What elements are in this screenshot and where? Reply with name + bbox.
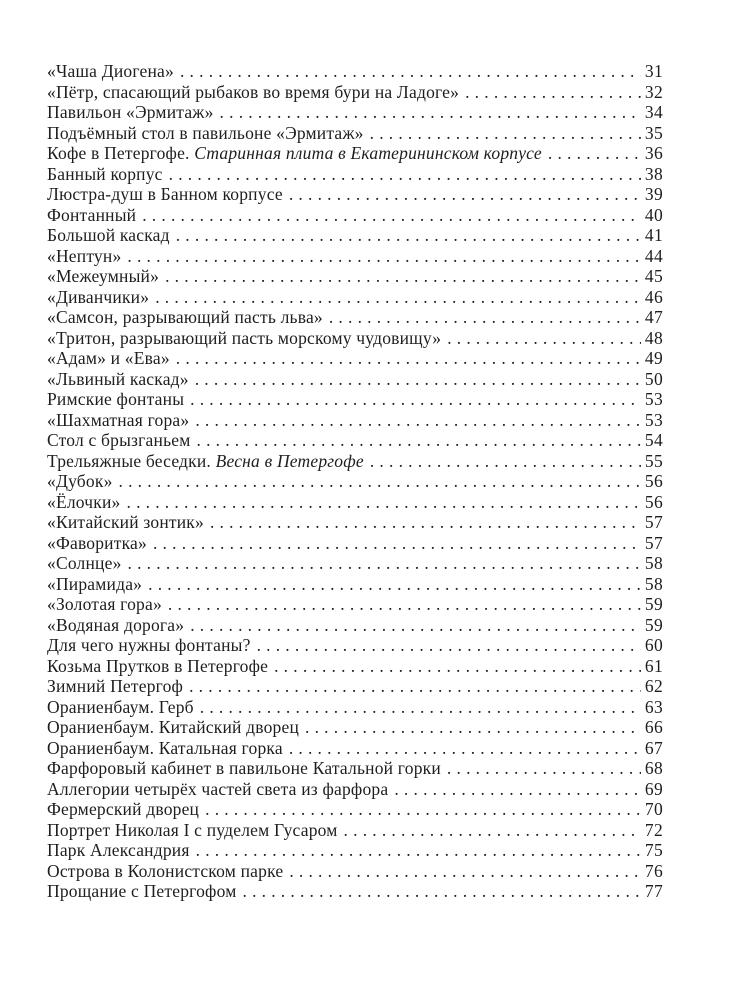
dot-leader [113, 471, 641, 492]
toc-row [47, 205, 663, 226]
toc-entry-title: «Чаша Диогена» [47, 61, 174, 81]
dot-leader [174, 61, 641, 82]
dot-leader [441, 758, 641, 779]
toc-row [47, 799, 663, 820]
toc-entry-title: Трельяжные беседки. Весна в Петергофе [47, 450, 364, 471]
dot-leader [388, 779, 641, 800]
toc-page-number: 54 [644, 430, 663, 450]
toc-entry-title: Большой каскад [47, 225, 170, 245]
toc-page-number: 57 [644, 512, 663, 532]
dot-leader [149, 287, 641, 308]
toc-page-number: 53 [644, 389, 663, 409]
toc-entry-title: Люстра-душ в Банном корпусе [47, 184, 283, 204]
dot-leader [183, 676, 641, 697]
toc-entry-title: «Самсон, разрывающий пасть льва» [47, 307, 323, 327]
dot-leader [459, 82, 641, 103]
toc-row [47, 533, 663, 554]
toc-row [47, 246, 663, 267]
dot-leader [199, 799, 641, 820]
dot-leader [121, 246, 641, 267]
toc-entry-title: «Ёлочки» [47, 491, 121, 512]
dot-leader [184, 615, 641, 636]
toc-page-number: 53 [644, 409, 663, 430]
toc-entry-title: Банный корпус [47, 163, 163, 184]
toc-entry-title: Козьма Прутков в Петергофе [47, 655, 269, 676]
toc-row [47, 348, 663, 369]
toc-row [47, 123, 663, 144]
dot-leader [283, 861, 641, 882]
toc-entry-title: Фонтанный [47, 204, 137, 225]
toc-row [47, 717, 663, 738]
toc-page-number: 44 [644, 245, 663, 266]
toc-entry-title: «Шахматная гора» [47, 409, 190, 430]
toc-entry-title: Фарфоровый кабинет в павильоне Катальной горки [47, 758, 441, 778]
toc-page-number: 59 [644, 594, 663, 614]
dot-leader [147, 533, 641, 554]
dot-leader [136, 205, 641, 226]
toc-page-number: 66 [644, 717, 663, 737]
toc-entry-title: «Нептун» [47, 245, 122, 266]
dot-leader [283, 184, 641, 205]
toc-page-number: 68 [644, 758, 663, 778]
toc-row [47, 512, 663, 533]
toc-entry-title: Ораниенбаум. Китайский дворец [47, 717, 300, 737]
toc-row [47, 676, 663, 697]
toc-page-number: 58 [644, 573, 663, 594]
dot-leader [189, 410, 641, 431]
dot-leader [170, 225, 641, 246]
toc-row [47, 430, 663, 451]
toc-row [47, 758, 663, 779]
toc-row [47, 61, 663, 82]
dot-leader [237, 881, 642, 902]
toc-page-number: 47 [644, 307, 663, 327]
toc-page-number: 63 [644, 696, 663, 717]
dot-leader [170, 348, 641, 369]
toc-page-number: 70 [644, 799, 663, 819]
dot-leader [542, 143, 641, 164]
toc-row [47, 184, 663, 205]
toc-entry-title: Ораниенбаум. Герб [47, 696, 194, 717]
toc-entry-subtitle-italic: Старинная плита в Екатерининском корпусе [194, 143, 542, 163]
dot-leader [159, 266, 641, 287]
dot-leader [162, 594, 641, 615]
toc-entry-title: Ораниенбаум. Катальная горка [47, 737, 283, 758]
toc-entry-title: Павильон «Эрмитаж» [47, 102, 214, 122]
toc-page-number: 46 [644, 286, 663, 307]
dot-leader [142, 574, 641, 595]
dot-leader [122, 553, 641, 574]
toc-row [47, 225, 663, 246]
toc-row [47, 861, 663, 882]
toc-page-number: 56 [644, 491, 663, 512]
toc-page-number: 72 [644, 819, 663, 840]
toc-entry-title: «Пётр, спасающий рыбаков во время бури на Ладоге» [47, 81, 460, 102]
toc-page-number: 36 [644, 143, 663, 163]
toc-page-number: 45 [644, 266, 663, 286]
toc-row [47, 492, 663, 513]
toc-entry-title: «Адам» и «Ева» [47, 348, 170, 368]
dot-leader [163, 164, 641, 185]
toc-page-number: 31 [644, 61, 663, 81]
toc-entry-title: Зимний Петергоф [47, 676, 184, 696]
toc-entry-title: Прощание с Петергофом [47, 881, 237, 901]
toc-row [47, 697, 663, 718]
toc-page-number: 50 [644, 368, 663, 389]
toc-page-number: 77 [644, 881, 663, 901]
toc-row [47, 553, 663, 574]
dot-leader [191, 430, 642, 451]
toc-row [47, 820, 663, 841]
toc-page-number: 62 [644, 676, 663, 696]
toc-entry-title: Аллегории четырёх частей света из фарфора [47, 778, 389, 799]
toc-entry-title: Кофе в Петергофе. Старинная плита в Екатерининском корпусе [47, 143, 542, 163]
toc-page-number: 76 [644, 860, 663, 881]
toc-page-number: 69 [644, 778, 663, 799]
toc-entry-title: «Золотая гора» [47, 594, 162, 614]
toc-entry-title: Римские фонтаны [47, 389, 185, 409]
toc-row [47, 451, 663, 472]
toc-row [47, 635, 663, 656]
toc-row [47, 738, 663, 759]
toc-row [47, 389, 663, 410]
toc-row [47, 328, 663, 349]
toc-entry-title: «Пирамида» [47, 573, 143, 594]
dot-leader [194, 697, 641, 718]
dot-leader [364, 451, 641, 472]
toc-row [47, 164, 663, 185]
toc-page-number: 38 [644, 163, 663, 184]
toc-row [47, 307, 663, 328]
toc-page-number: 60 [644, 635, 663, 655]
toc-page-number: 35 [644, 122, 663, 143]
toc-row [47, 615, 663, 636]
toc-row [47, 594, 663, 615]
toc-entry-title: Стол с брызганьем [47, 430, 191, 450]
dot-leader [190, 840, 641, 861]
toc-row [47, 266, 663, 287]
dot-leader [338, 820, 641, 841]
toc-page-number: 39 [644, 184, 663, 204]
toc-row [47, 574, 663, 595]
toc-page-number: 40 [644, 204, 663, 225]
toc-row [47, 143, 663, 164]
toc-page-number: 57 [644, 532, 663, 553]
toc-row [47, 410, 663, 431]
toc-entry-title: «Водяная дорога» [47, 614, 185, 635]
toc-entry-title: «Фаворитка» [47, 532, 147, 553]
toc-row [47, 840, 663, 861]
toc-entry-title: Острова в Колонистском парке [47, 860, 284, 881]
toc-row [47, 471, 663, 492]
toc-entry-title: «Дубок» [47, 471, 113, 491]
dot-leader [184, 389, 641, 410]
dot-leader [204, 512, 641, 533]
toc-page-number: 61 [644, 655, 663, 676]
toc-page-number: 56 [644, 471, 663, 491]
toc-row [47, 369, 663, 390]
toc-row [47, 881, 663, 902]
dot-leader [364, 123, 641, 144]
toc-row [47, 656, 663, 677]
toc-entry-title: Для чего нужны фонтаны? [47, 635, 251, 655]
dot-leader [268, 656, 641, 677]
toc-page-number: 67 [644, 737, 663, 758]
dot-leader [214, 102, 641, 123]
dot-leader [299, 717, 641, 738]
toc-entry-title: «Китайский зонтик» [47, 512, 204, 532]
toc-entry-title: Подъёмный стол в павильоне «Эрмитаж» [47, 122, 364, 143]
toc-entry-subtitle-italic: Весна в Петергофе [215, 450, 364, 471]
toc-entry-title: «Тритон, разрывающий пасть морскому чудовищу» [47, 327, 442, 348]
toc-entry-title: Фермерский дворец [47, 799, 200, 819]
toc-entry-title: «Межеумный» [47, 266, 160, 286]
toc-page-number: 59 [644, 614, 663, 635]
toc-entry-title: Портрет Николая I с пуделем Гусаром [47, 819, 338, 840]
dot-leader [323, 307, 641, 328]
toc-page-number: 49 [644, 348, 663, 368]
toc-list [47, 61, 663, 902]
toc-page-number: 34 [644, 102, 663, 122]
dot-leader [251, 635, 641, 656]
toc-row [47, 287, 663, 308]
dot-leader [121, 492, 642, 513]
toc-row [47, 779, 663, 800]
dot-leader [441, 328, 641, 349]
toc-row [47, 102, 663, 123]
dot-leader [283, 738, 641, 759]
toc-page-number: 55 [644, 450, 663, 471]
toc-entry-title: Парк Александрия [47, 840, 190, 860]
toc-entry-title: «Солнце» [47, 553, 122, 573]
toc-row [47, 82, 663, 103]
toc-page-number: 58 [644, 553, 663, 573]
toc-page-number: 41 [644, 225, 663, 245]
toc-page-number: 75 [644, 840, 663, 860]
toc-entry-title: «Львиный каскад» [47, 368, 189, 389]
toc-page-number: 32 [644, 81, 663, 102]
toc-page-number: 48 [644, 327, 663, 348]
dot-leader [189, 369, 641, 390]
toc-entry-title: «Диванчики» [47, 286, 150, 307]
